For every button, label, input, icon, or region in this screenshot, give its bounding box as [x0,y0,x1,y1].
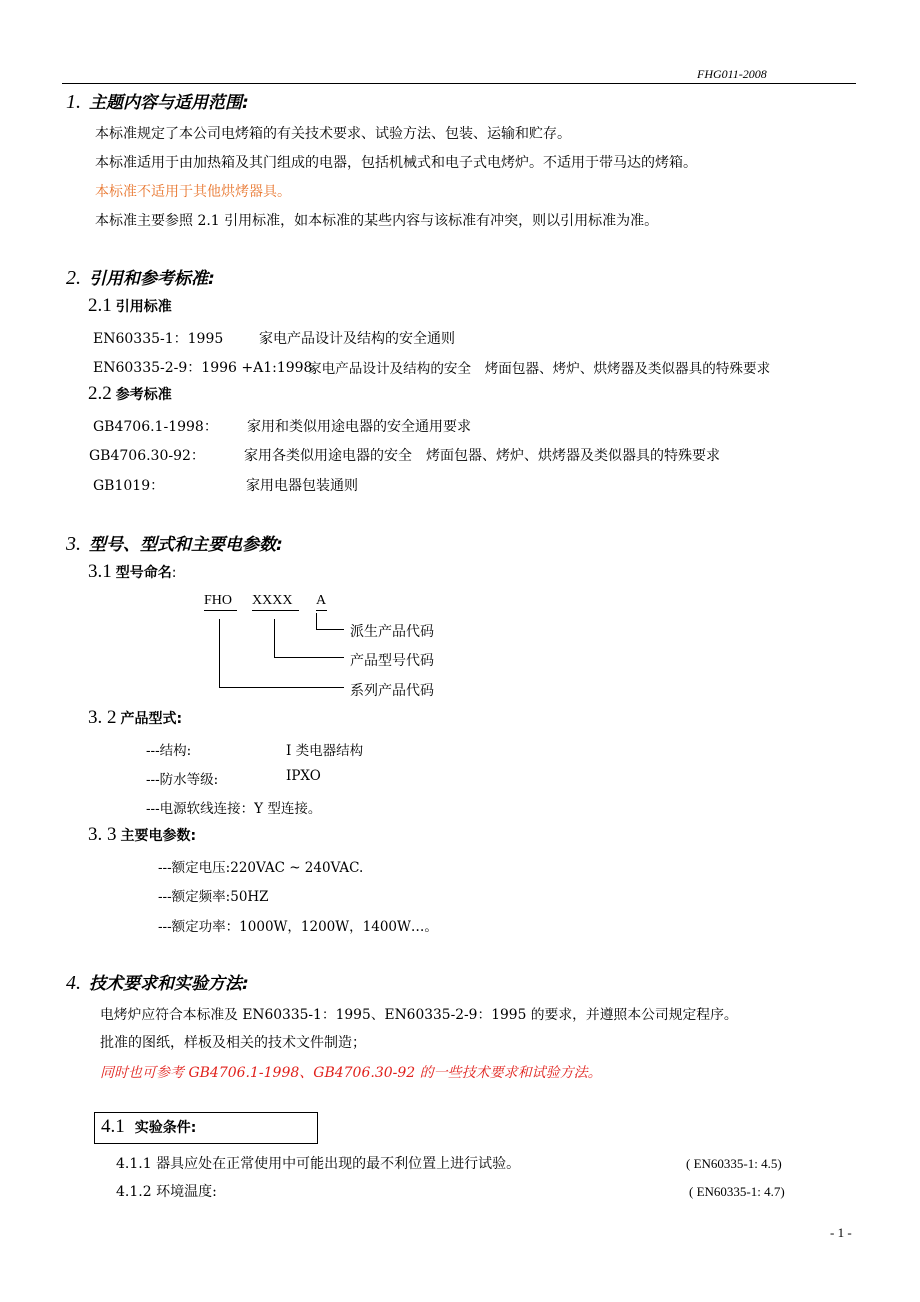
ref-ref-2-desc: 家用各类似用途电器的安全 烤面包器、烤炉、烘烤器及类似器具的特殊要求 [244,448,720,464]
form-item-2-value: IPXO [286,768,321,784]
model-label-series: 系列产品代码 [350,683,434,699]
model-connector-series-horizontal [219,687,344,688]
model-part-derived: A [316,593,327,608]
model-underline-derived [316,610,327,611]
model-label-derived: 派生产品代码 [350,624,434,640]
subsection-2-2-number: 2.2 [88,383,112,404]
subsection-3-2-number: 3. 2 [88,707,117,728]
model-underline-series [204,610,237,611]
form-item-1-value: I 类电器结构 [286,743,364,759]
form-item-1-label: ---结构: [146,743,192,759]
subsection-3-1-title: 型号命名 [115,565,172,581]
subsection-3-1-number: 3.1 [88,561,112,582]
subsection-3-1-heading [88,561,176,583]
subsection-3-3-number: 3. 3 [88,824,117,845]
subsection-2-2-heading [88,383,172,405]
ref-standard-1-code: EN60335-1：1995 [93,331,224,347]
subsection-3-3-title: 主要电参数: [120,828,197,844]
section-3-title: 型号、型式和主要电参数: [89,535,283,555]
clause-4-1-1-ref: ( EN60335-1: 4.5) [686,1156,782,1171]
ref-ref-3-desc: 家用电器包装通则 [246,478,358,494]
section-4-note: 同时也可参考 GB4706.1-1998、GB4706.30-92 的一些技术要求和试验方法。 [100,1065,602,1081]
ref-standard-2-code: EN60335-2-9：1996 +A1:1998 [93,360,313,376]
section-1-para-2: 本标准适用于由加热箱及其门组成的电器，包括机械式和电子式电烤炉。不适用于带马达的烤箱。 [95,155,697,171]
section-2-title: 引用和参考标准: [89,269,215,289]
clause-4-1-2-ref: ( EN60335-1: 4.7) [689,1184,785,1199]
model-underline-type [252,610,299,611]
subsection-4-1-heading [101,1116,196,1138]
model-part-type: XXXX [252,593,293,608]
section-3-heading [66,530,283,556]
model-connector-type-horizontal [274,657,344,658]
document-code: FHG011-2008 [697,67,767,81]
section-2-heading [66,264,215,290]
section-3-number: 3. [66,533,81,555]
model-connector-derived-vertical [316,613,317,630]
subsection-2-1-title: 引用标准 [115,299,172,315]
section-1-heading [66,88,249,114]
model-part-series: FHO [204,593,233,608]
ref-ref-1-desc: 家用和类似用途电器的安全通用要求 [247,419,471,435]
section-4-para-2: 批准的图纸，样板及相关的技术文件制造； [100,1035,366,1051]
ref-standard-2-desc: 家电产品设计及结构的安全 烤面包器、烤炉、烘烤器及类似器具的特殊要求 [308,361,771,377]
subsection-3-3-heading [88,824,196,846]
header-rule [62,83,856,84]
subsection-3-2-title: 产品型式: [120,711,183,727]
model-connector-series-vertical [219,619,220,687]
section-1-title: 主题内容与适用范围: [89,93,249,113]
model-connector-type-vertical [274,619,275,657]
subsection-2-2-title: 参考标准 [115,387,172,403]
subsection-4-1-number: 4.1 [101,1116,125,1137]
section-1-para-3: 本标准不适用于其他烘烤器具。 [95,184,291,200]
subsection-4-1-title: 实验条件: [134,1120,197,1136]
subsection-2-1-number: 2.1 [88,295,112,316]
clause-4-1-1: 4.1.1 器具应处在正常使用中可能出现的最不利位置上进行试验。 [116,1156,521,1172]
model-label-type: 产品型号代码 [350,653,434,669]
param-frequency: ---额定频率:50HZ [158,889,269,905]
ref-ref-2-code: GB4706.30-92： [89,448,205,464]
form-item-2-label: ---防水等级: [146,772,219,788]
clause-4-1-2: 4.1.2 环境温度: [116,1184,217,1200]
param-power: ---额定功率：1000W，1200W，1400W…。 [158,919,438,935]
subsection-3-1-colon: : [171,565,177,581]
ref-standard-1-desc: 家电产品设计及结构的安全通则 [259,331,455,347]
section-4-number: 4. [66,972,81,994]
model-connector-derived-horizontal [316,629,344,630]
section-2-number: 2. [66,267,81,289]
ref-ref-1-code: GB4706.1-1998： [93,419,218,435]
param-voltage: ---额定电压:220VAC ~ 240VAC. [158,860,364,876]
ref-ref-3-code: GB1019： [93,478,165,494]
subsection-3-2-heading [88,707,182,729]
section-1-number: 1. [66,91,81,113]
section-1-para-4: 本标准主要参照 2.1 引用标准，如本标准的某些内容与该标准有冲突，则以引用标准为准。 [95,213,659,229]
section-4-title: 技术要求和实验方法: [89,974,249,994]
section-4-para-1: 电烤炉应符合本标准及 EN60335-1：1995、EN60335-2-9：1995 的要求，并遵照本公司规定程序。 [100,1007,738,1023]
page-number: - 1 - [830,1225,852,1240]
section-1-para-1: 本标准规定了本公司电烤箱的有关技术要求、试验方法、包装、运输和贮存。 [95,126,571,142]
section-4-heading [66,969,249,995]
subsection-2-1-heading [88,295,172,317]
form-item-3-label: ---电源软线连接：Y 型连接。 [146,801,322,817]
